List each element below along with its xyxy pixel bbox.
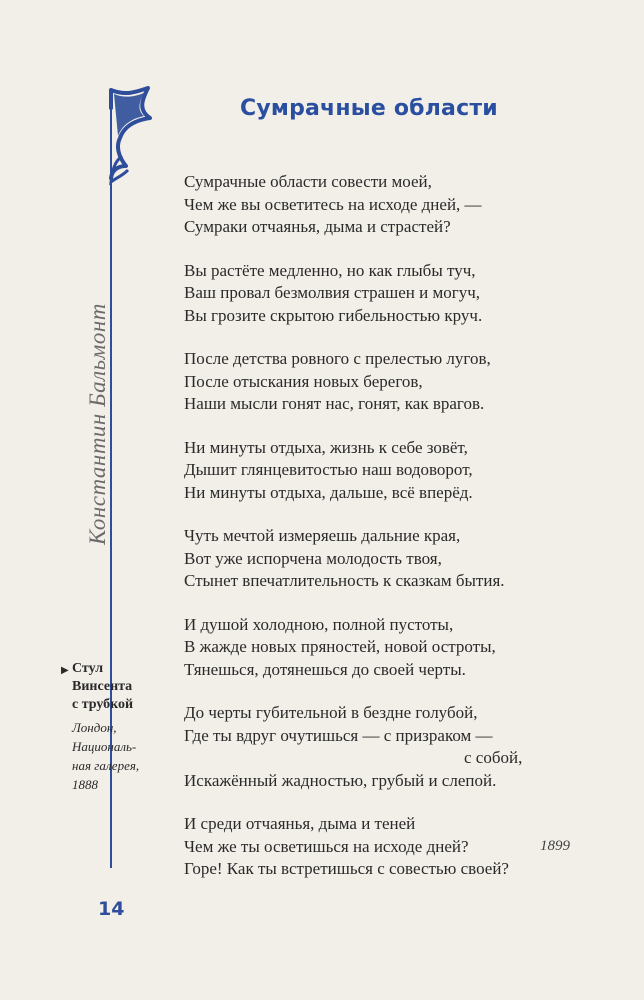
stanza [184,525,564,593]
poem-line: И среди отчаянья, дыма и теней [184,814,416,833]
stanza [184,813,564,881]
caption-arrow-icon: ▶ [61,665,69,676]
poem-body [184,171,564,902]
poem-line: Тянешься, дотянешься до своей черты. [184,659,466,679]
poem-line: Чуть мечтой измеряешь дальние края, [184,526,461,545]
stanza [184,348,564,416]
poem-line: Горе! Как ты встретишься с совестью своей? [184,859,509,878]
poem-line: Вы растёте медленно, но как глыбы туч, [184,260,476,280]
stanza [184,171,564,239]
caption-sub-line: Лондон, [72,720,117,735]
poem-title: Сумрачные области [240,96,498,121]
poem-line: Чем же ты осветишься на исходе дней? [184,836,469,856]
poem-line: После детства ровного с прелестью лугов, [184,349,491,368]
poem-line: Сумраки отчаянья, дыма и страстей? [184,217,451,236]
caption-title-line: с трубкой [72,697,134,712]
poem-line: Ваш провал безмолвия страшен и могуч, [184,283,481,302]
poem-line: Ни минуты отдыха, жизнь к себе зовёт, [184,437,468,457]
stanza [184,614,564,682]
poem-line: После отыскания новых берегов, [184,371,423,391]
poem-line: Наши мысли гонят нас, гонят, как врагов. [184,394,485,413]
artwork-caption [61,660,154,794]
caption-title-line: Винсента [72,679,133,694]
caption-sub-line: Националь- [72,739,137,754]
poem-line: Чем же вы осветитесь на исходе дней, — [184,194,482,214]
poem-year: 1899 [540,838,570,854]
poem-line: Дышит глянцевитостью наш водоворот, [184,460,473,479]
poem-line: В жажде новых пряностей, новой остроты, [184,637,496,656]
caption-sub-line: ная галерея, [72,758,140,773]
stanza [184,437,564,505]
poem-line: До черты губительной в бездне голубой, [184,703,478,722]
flag-ornament-icon [92,86,162,226]
stanza [184,702,564,792]
poem-line: Сумрачные области совести моей, [184,172,432,191]
caption-subtitle [64,718,154,794]
caption-sub-line: 1888 [72,777,98,792]
page-number: 14 [98,898,125,920]
caption-title [62,660,154,714]
caption-title-line: Стул [72,661,104,676]
poem-line: Стынет впечатлительность к сказкам бытия. [184,571,505,590]
poem-line-continuation: с собой, [464,748,523,767]
stanza [184,260,564,328]
poem-line: Вот уже испорчена молодость твоя, [184,548,442,568]
poem-line: Искажённый жадностью, грубый и слепой. [184,770,497,790]
poem-line: И душой холодною, полной пустоты, [184,614,454,634]
poem-line: Вы грозите скрытою гибельностью круч. [184,305,483,325]
author-name: Константин Бальмонт [85,303,110,545]
poem-line: Ни минуты отдыха, дальше, всё вперёд. [184,482,473,502]
poem-line: Где ты вдруг очутишься — с призраком — [184,725,493,745]
